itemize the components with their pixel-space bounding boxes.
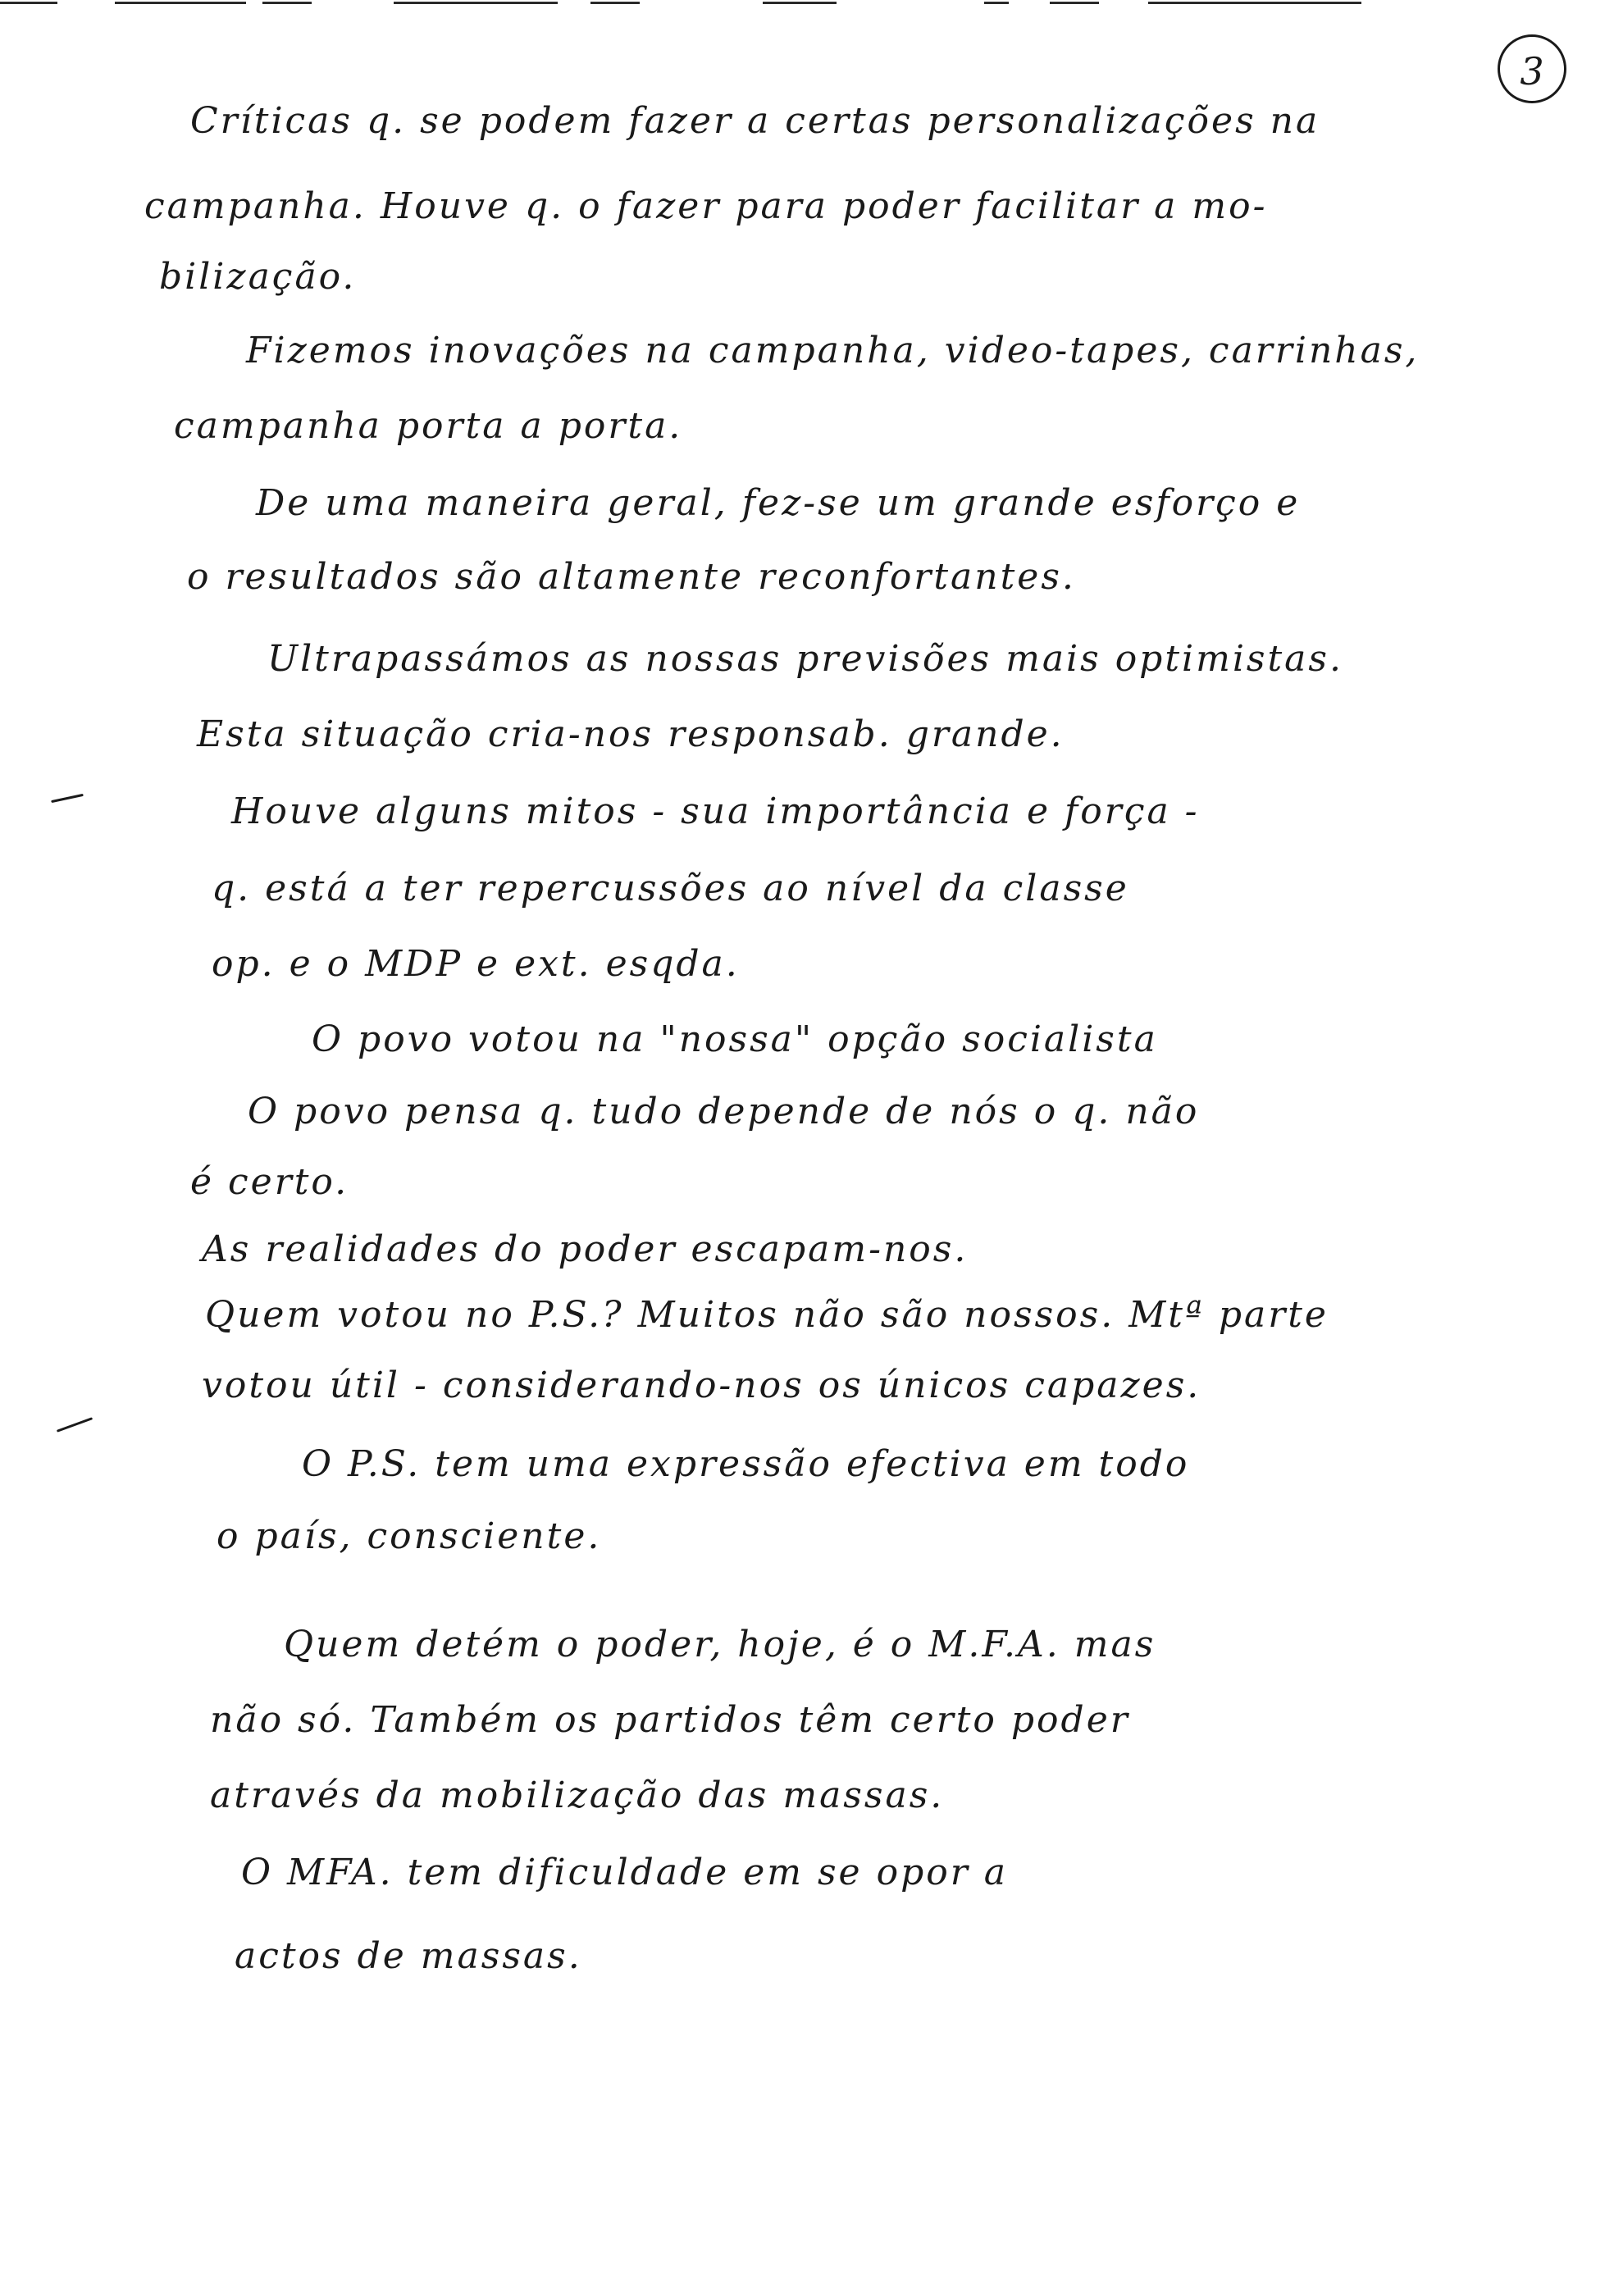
text-line-11: q. está a ter repercussões ao nível da classe xyxy=(212,868,1129,909)
text-line-13: O povo votou na "nossa" opção socialista xyxy=(312,1018,1158,1060)
text-line-9: Esta situação cria-nos responsab. grande. xyxy=(197,713,1065,755)
text-line-10: Houve alguns mitos - sua importância e força - xyxy=(231,790,1200,832)
text-line-14: O povo pensa q. tudo depende de nós o q. não xyxy=(248,1091,1200,1132)
text-line-7: o resultados são altamente reconfortantes. xyxy=(187,556,1076,598)
text-line-4: Fizemos inovações na campanha, video-tapes, carrinhas, xyxy=(246,330,1420,371)
page-number: 3 xyxy=(1498,34,1566,103)
text-line-5: campanha porta a porta. xyxy=(174,405,683,447)
scan-top-edge xyxy=(0,0,1614,8)
text-line-24: O MFA. tem dificuldade em se opor a xyxy=(241,1852,1008,1893)
text-line-17: Quem votou no P.S.? Muitos não são nossos. Mtª parte xyxy=(205,1294,1329,1336)
text-line-6: De uma maneira geral, fez-se um grande esforço e xyxy=(256,482,1301,524)
text-line-19: O P.S. tem uma expressão efectiva em todo xyxy=(302,1443,1190,1485)
text-line-18: votou útil - considerando-nos os únicos capazes. xyxy=(202,1364,1201,1406)
text-line-3: bilização. xyxy=(159,256,357,298)
text-line-20: o país, consciente. xyxy=(217,1515,602,1557)
text-line-15: é certo. xyxy=(190,1161,349,1203)
text-line-22: não só. Também os partidos têm certo poder xyxy=(210,1699,1130,1741)
text-line-16: As realidades do poder escapam-nos. xyxy=(202,1228,969,1270)
margin-dash xyxy=(57,1417,93,1433)
text-line-25: actos de massas. xyxy=(235,1935,582,1977)
text-line-2: campanha. Houve q. o fazer para poder facilitar a mo- xyxy=(144,185,1268,227)
text-line-1: Críticas q. se podem fazer a certas personalizações na xyxy=(190,100,1320,142)
text-line-8: Ultrapassámos as nossas previsões mais optimistas. xyxy=(267,638,1343,680)
text-line-12: op. e o MDP e ext. esqda. xyxy=(212,943,740,985)
text-line-23: através da mobilização das massas. xyxy=(210,1774,945,1816)
margin-dash xyxy=(51,794,84,803)
text-line-21: Quem detém o poder, hoje, é o M.F.A. mas xyxy=(284,1624,1156,1665)
